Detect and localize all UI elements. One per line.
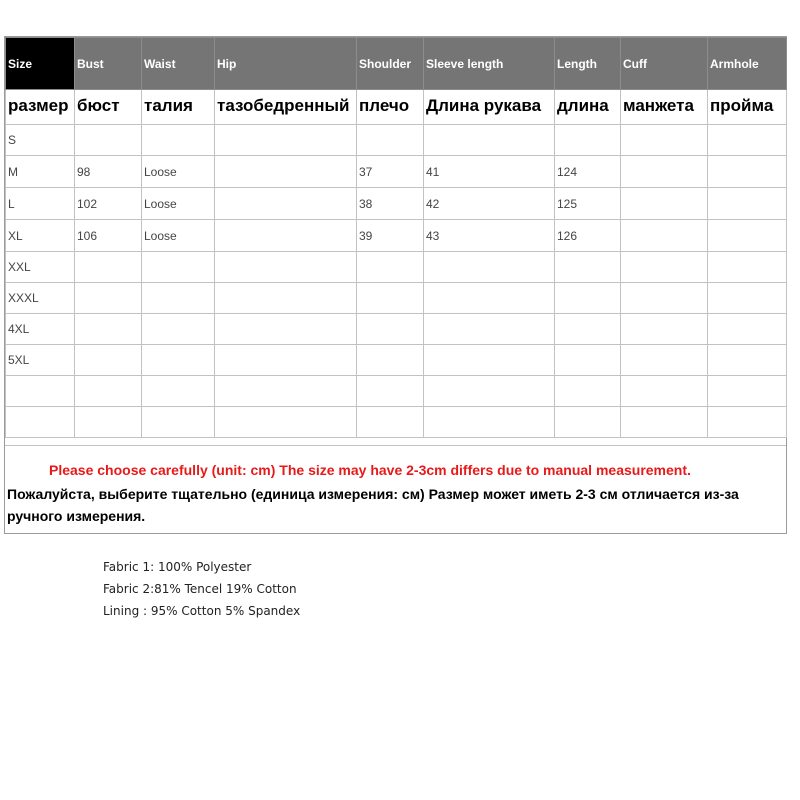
table-cell bbox=[215, 252, 357, 283]
header-cell-ru: тазобедренный bbox=[215, 90, 357, 125]
table-cell bbox=[357, 125, 424, 156]
table-row bbox=[6, 125, 787, 156]
table-cell bbox=[424, 345, 555, 376]
table-row bbox=[6, 252, 787, 283]
table-cell bbox=[424, 283, 555, 314]
header-cell-ru: Длина рукава bbox=[424, 90, 555, 125]
table-row bbox=[6, 314, 787, 345]
table-cell: 125 bbox=[555, 188, 621, 220]
table-cell: L bbox=[6, 188, 75, 220]
table-cell bbox=[142, 345, 215, 376]
table-cell bbox=[555, 125, 621, 156]
table-cell bbox=[621, 220, 708, 252]
table-cell bbox=[75, 283, 142, 314]
table-cell: 5XL bbox=[6, 345, 75, 376]
header-cell: Shoulder bbox=[357, 38, 424, 90]
table-cell bbox=[708, 376, 787, 407]
table-cell bbox=[6, 407, 75, 438]
table-cell bbox=[357, 407, 424, 438]
fabric-line: Fabric 2:81% Tencel 19% Cotton bbox=[103, 582, 297, 596]
table-cell bbox=[142, 283, 215, 314]
table-cell bbox=[75, 407, 142, 438]
table-cell bbox=[215, 283, 357, 314]
table-cell bbox=[555, 314, 621, 345]
table-row bbox=[6, 220, 787, 252]
fabric-line: Lining : 95% Cotton 5% Spandex bbox=[103, 604, 301, 618]
notice-russian: Пожалуйста, выберите тщательно (единица измерения: см) Размер может иметь 2-3 см отличается из-за ручного измерения. bbox=[7, 486, 739, 524]
header-cell-ru: талия bbox=[142, 90, 215, 125]
table-cell: 37 bbox=[357, 156, 424, 188]
table-cell: 106 bbox=[75, 220, 142, 252]
table-cell bbox=[215, 376, 357, 407]
table-row bbox=[6, 376, 787, 407]
header-row-en bbox=[6, 38, 787, 90]
table-row bbox=[6, 407, 787, 438]
table-cell: 39 bbox=[357, 220, 424, 252]
table-cell bbox=[6, 376, 75, 407]
table-cell bbox=[708, 314, 787, 345]
header-cell: Hip bbox=[215, 38, 357, 90]
table-cell bbox=[424, 314, 555, 345]
fabric-info bbox=[103, 556, 300, 622]
header-cell-ru: длина bbox=[555, 90, 621, 125]
notice-english: Please choose carefully (unit: cm) The size may have 2-3cm differs due to manual measurement. bbox=[49, 462, 691, 478]
table-cell bbox=[75, 252, 142, 283]
table-cell bbox=[357, 252, 424, 283]
table-cell bbox=[215, 156, 357, 188]
table-cell bbox=[621, 125, 708, 156]
table-cell bbox=[621, 376, 708, 407]
table-cell bbox=[621, 252, 708, 283]
size-chart bbox=[4, 36, 787, 534]
table-cell bbox=[621, 156, 708, 188]
table-cell bbox=[215, 345, 357, 376]
table-cell bbox=[621, 345, 708, 376]
table-cell bbox=[708, 345, 787, 376]
header-cell: Armhole bbox=[708, 38, 787, 90]
table-cell bbox=[424, 252, 555, 283]
table-cell bbox=[215, 125, 357, 156]
table-cell bbox=[142, 252, 215, 283]
header-row-ru bbox=[6, 90, 787, 125]
table-cell: 38 bbox=[357, 188, 424, 220]
table-cell bbox=[708, 252, 787, 283]
table-cell bbox=[708, 283, 787, 314]
table-cell bbox=[357, 314, 424, 345]
table-cell bbox=[708, 407, 787, 438]
table-cell bbox=[621, 407, 708, 438]
table-cell: 42 bbox=[424, 188, 555, 220]
table-cell bbox=[142, 407, 215, 438]
header-cell: Size bbox=[6, 38, 75, 90]
table-cell: 98 bbox=[75, 156, 142, 188]
header-cell-ru: бюст bbox=[75, 90, 142, 125]
table-cell: M bbox=[6, 156, 75, 188]
table-cell bbox=[424, 376, 555, 407]
table-cell: 41 bbox=[424, 156, 555, 188]
table-cell bbox=[357, 376, 424, 407]
table-cell bbox=[708, 156, 787, 188]
table-cell: XXXL bbox=[6, 283, 75, 314]
table-cell bbox=[357, 283, 424, 314]
table-cell bbox=[75, 125, 142, 156]
table-cell bbox=[215, 220, 357, 252]
table-cell bbox=[555, 345, 621, 376]
table-cell: XL bbox=[6, 220, 75, 252]
header-cell-ru: размер bbox=[6, 90, 75, 125]
header-cell-ru: плечо bbox=[357, 90, 424, 125]
table-cell bbox=[75, 376, 142, 407]
table-cell bbox=[215, 188, 357, 220]
table-cell: Loose bbox=[142, 156, 215, 188]
table-cell: 124 bbox=[555, 156, 621, 188]
size-table bbox=[5, 37, 787, 438]
table-cell bbox=[621, 314, 708, 345]
table-cell: 4XL bbox=[6, 314, 75, 345]
table-cell bbox=[142, 376, 215, 407]
table-cell: Loose bbox=[142, 188, 215, 220]
header-cell: Sleeve length bbox=[424, 38, 555, 90]
table-cell: 126 bbox=[555, 220, 621, 252]
table-cell bbox=[142, 314, 215, 345]
measurement-notice bbox=[5, 445, 786, 535]
header-cell-ru: манжета bbox=[621, 90, 708, 125]
table-cell bbox=[75, 314, 142, 345]
table-cell bbox=[708, 220, 787, 252]
table-cell bbox=[708, 125, 787, 156]
table-cell: 43 bbox=[424, 220, 555, 252]
table-cell bbox=[555, 283, 621, 314]
header-cell: Bust bbox=[75, 38, 142, 90]
table-cell bbox=[215, 407, 357, 438]
table-row bbox=[6, 345, 787, 376]
table-cell bbox=[555, 407, 621, 438]
table-cell bbox=[424, 407, 555, 438]
table-row bbox=[6, 188, 787, 220]
table-cell bbox=[215, 314, 357, 345]
header-cell: Length bbox=[555, 38, 621, 90]
table-cell bbox=[142, 125, 215, 156]
table-cell bbox=[75, 345, 142, 376]
table-cell: XXL bbox=[6, 252, 75, 283]
table-row bbox=[6, 283, 787, 314]
table-cell bbox=[555, 376, 621, 407]
table-cell bbox=[357, 345, 424, 376]
table-row bbox=[6, 156, 787, 188]
header-cell-ru: пройма bbox=[708, 90, 787, 125]
table-cell: Loose bbox=[142, 220, 215, 252]
table-cell bbox=[621, 188, 708, 220]
fabric-line: Fabric 1: 100% Polyester bbox=[103, 560, 252, 574]
header-cell: Waist bbox=[142, 38, 215, 90]
table-cell bbox=[708, 188, 787, 220]
table-cell bbox=[621, 283, 708, 314]
table-cell: 102 bbox=[75, 188, 142, 220]
table-cell bbox=[555, 252, 621, 283]
table-cell: S bbox=[6, 125, 75, 156]
table-cell bbox=[424, 125, 555, 156]
header-cell: Cuff bbox=[621, 38, 708, 90]
